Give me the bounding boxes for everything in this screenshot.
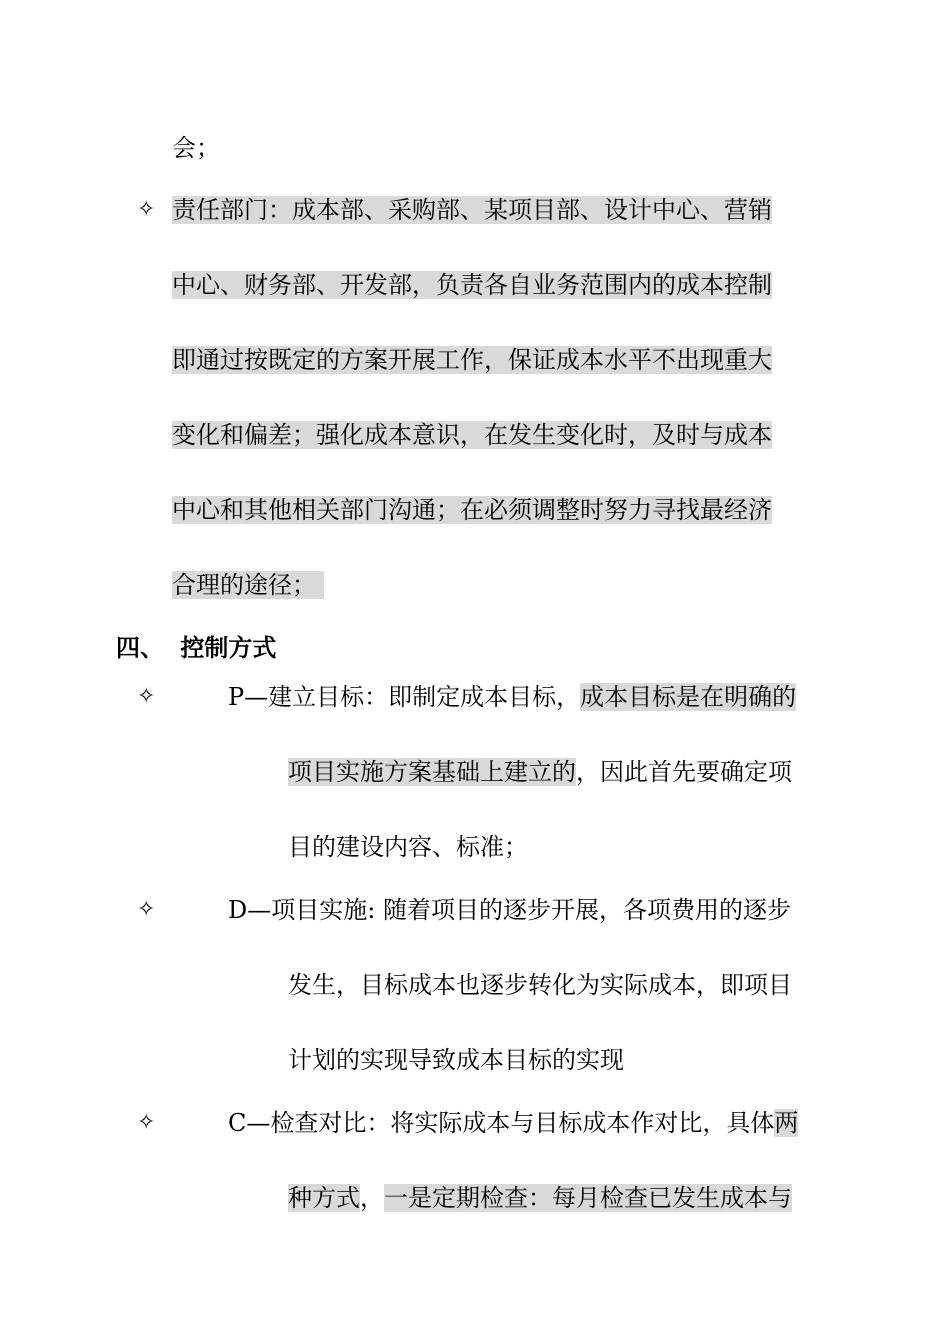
- intro-line: 会；: [172, 134, 220, 162]
- responsibility-line-5: 中心和其他相关部门沟通；在必须调整时努力寻找最经济: [172, 496, 772, 524]
- section-title: 控制方式: [180, 634, 277, 662]
- responsibility-line-6: 合理的途径；: [172, 569, 324, 601]
- bullet-diamond-icon: ✧: [137, 197, 156, 222]
- item-c-line-2: 种方式，一是定期检查：每月检查已发生成本与: [288, 1184, 792, 1212]
- responsibility-line-4: 变化和偏差；强化成本意识，在发生变化时，及时与成本: [172, 421, 772, 449]
- item-d-line-3: 计划的实现导致成本目标的实现: [288, 1046, 624, 1074]
- bullet-diamond-icon: ✧: [137, 684, 156, 709]
- item-p-line-2: 项目实施方案基础上建立的，因此首先要确定项: [288, 758, 792, 786]
- section-heading: [116, 632, 276, 664]
- section-number: 四、: [116, 634, 164, 662]
- item-d-line-2: 发生，目标成本也逐步转化为实际成本，即项目: [288, 971, 792, 999]
- item-d-line-1: D—项目实施: 随着项目的逐步开展，各项费用的逐步: [228, 896, 791, 924]
- bullet-diamond-icon: ✧: [137, 897, 156, 922]
- item-c-line-1: C—检查对比：将实际成本与目标成本作对比，具体两: [228, 1109, 799, 1137]
- responsibility-line-3: 即通过按既定的方案开展工作，保证成本水平不出现重大: [172, 346, 772, 374]
- item-p-line-1: P—建立目标：即制定成本目标，成本目标是在明确的: [228, 683, 797, 711]
- responsibility-line-2: 中心、财务部、开发部，负责各自业务范围内的成本控制: [172, 271, 772, 299]
- item-p-line-3: 目的建设内容、标准；: [288, 833, 528, 861]
- responsibility-line-1: 责任部门：成本部、采购部、某项目部、设计中心、营销: [172, 196, 772, 224]
- bullet-diamond-icon: ✧: [137, 1110, 156, 1135]
